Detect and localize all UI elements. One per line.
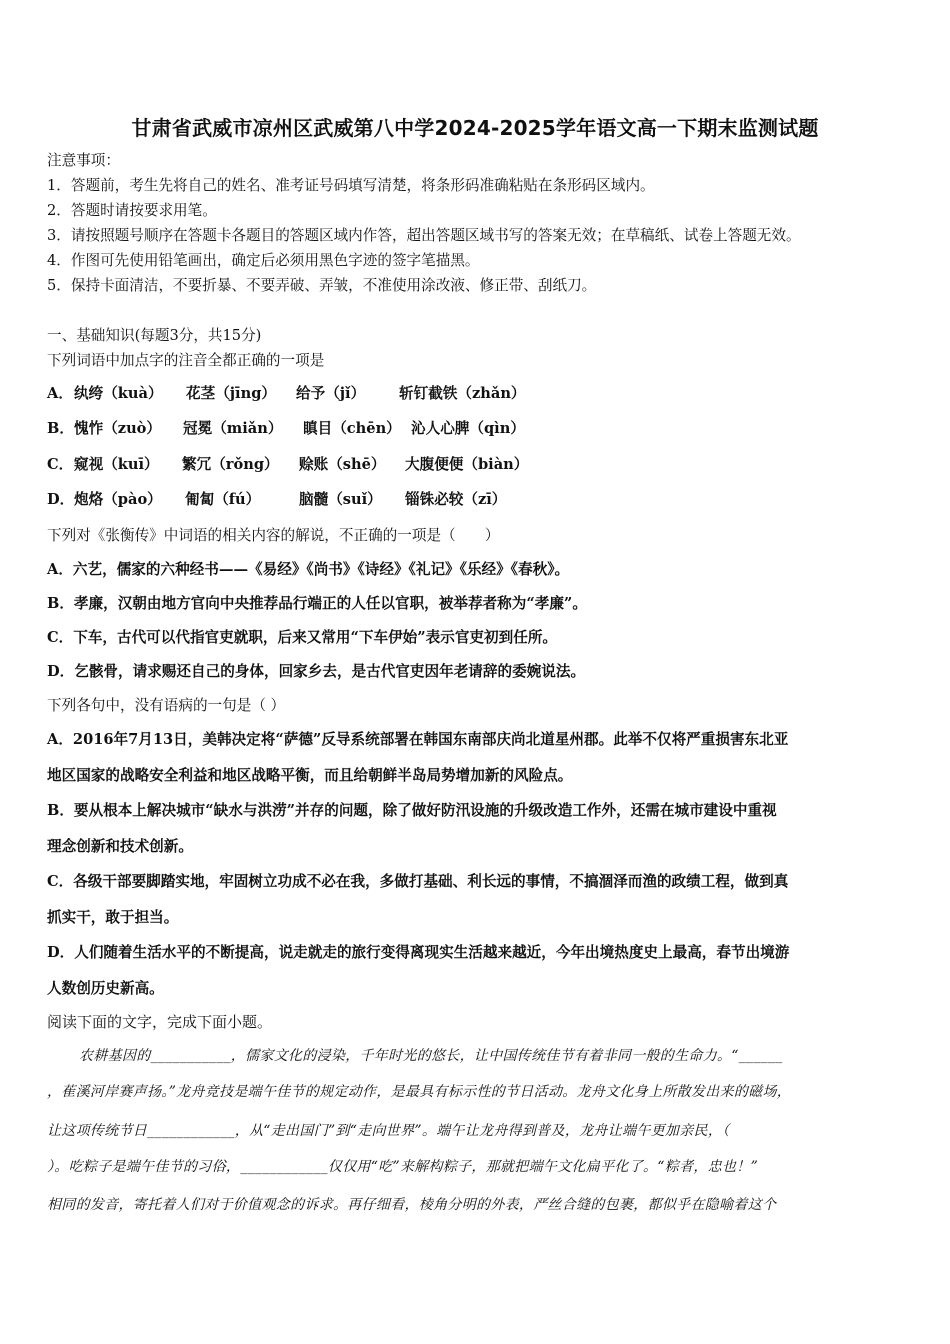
option-word: 给予（jǐ） <box>296 385 366 402</box>
question-3-option-line: 抓实干，敢于担当。 <box>47 909 179 926</box>
question-3-option-line: A．2016年7月13日，美韩决定将“萨德”反导系统部署在韩国东南部庆尚北道星州郡。此举不仅将严重损害东北亚 <box>47 731 789 748</box>
option-word: 繁冗（rǒng） <box>182 456 279 473</box>
question-3-option-line: C．各级干部要脚踏实地，牢固树立功成不必在我，多做打基础、利长远的事情，不搞涸泽而渔的政绩工程，做到真 <box>47 873 789 890</box>
notice-item: 4．作图可先使用铅笔画出，确定后必须用黑色字迹的签字笔描黑。 <box>47 252 480 269</box>
notice-item: 2．答题时请按要求用笔。 <box>47 202 217 219</box>
question-3-option-line: 地区国家的战略安全利益和地区战略平衡，而且给朝鲜半岛局势增加新的风险点。 <box>47 767 573 784</box>
option-word: 脑髓（suǐ） <box>299 491 382 508</box>
notice-heading: 注意事项： <box>47 152 120 169</box>
page-title: 甘肃省武威市凉州区武威第八中学2024-2025学年语文高一下期末监测试题 <box>131 116 819 140</box>
question-2-option: C．下车，古代可以代指官吏就职，后来又常用“下车伊始”表示官吏初到任所。 <box>47 629 558 646</box>
notice-item: 1．答题前，考生先将自己的姓名、准考证号码填写清楚，将条形码准确粘贴在条形码区域内。 <box>47 177 655 194</box>
option-word: 匍匐（fú） <box>185 491 261 508</box>
reading-passage-line: ）。吃粽子是端午佳节的习俗，____________仅仅用“吃”来解构粽子，那就把端午文化扁平化了。“粽者，忠也！” <box>47 1159 759 1175</box>
reading-intro: 阅读下面的文字，完成下面小题。 <box>47 1015 273 1031</box>
option-label: A． <box>47 385 73 402</box>
option-word: 赊账（shē） <box>299 456 386 473</box>
option-label: B． <box>47 420 74 437</box>
question-3-stem: 下列各句中，没有语病的一句是（ ） <box>47 697 286 714</box>
option-word: 大腹便便（biàn） <box>405 456 529 473</box>
section-heading: 一、基础知识(每题3分，共15分) <box>47 327 262 344</box>
option-label: D． <box>47 491 75 508</box>
notice-item: 3．请按照题号顺序在答题卡各题目的答题区域内作答，超出答题区域书写的答案无效；在草稿纸、试卷上答题无效。 <box>47 227 801 244</box>
question-3-option-line: 理念创新和技术创新。 <box>47 838 193 855</box>
option-word: 沁人心脾（qìn） <box>411 420 525 437</box>
option-word: 斩钉截铁（zhǎn） <box>399 385 526 402</box>
reading-passage-line: 农耕基因的___________，儒家文化的浸染，千年时光的悠长，让中国传统佳节有着非同一般的生命力。“______ <box>79 1048 783 1064</box>
question-2-option: D．乞骸骨，请求赐还自己的身体，回家乡去，是古代官吏因年老请辞的委婉说法。 <box>47 663 586 680</box>
option-word: 瞋目（chēn） <box>303 420 401 437</box>
question-2-stem: 下列对《张衡传》中词语的相关内容的解说，不正确的一项是（ ） <box>47 527 500 544</box>
option-word: 锱铢必较（zī） <box>405 491 507 508</box>
question-3-option-line: D．人们随着生活水平的不断提高，说走就走的旅行变得离现实生活越来越近，今年出境热度史上最高，春节出境游 <box>47 944 790 961</box>
question-1-stem: 下列词语中加点字的注音全都正确的一项是 <box>47 352 325 369</box>
option-label: C． <box>47 456 74 473</box>
option-word: 纨绔（kuà） <box>74 385 163 402</box>
reading-passage-line: 让这项传统节日____________，从“走出国门”到“走向世界”。端午让龙舟得到普及，龙舟让端午更加亲民，（ <box>47 1123 730 1139</box>
option-word: 炮烙（pào） <box>74 491 162 508</box>
reading-passage-line: 相同的发音，寄托着人们对于价值观念的诉求。再仔细看，棱角分明的外表，严丝合缝的包裹，都似乎在隐喻着这个 <box>47 1197 777 1213</box>
question-2-option: A．六艺，儒家的六种经书——《易经》《尚书》《诗经》《礼记》《乐经》《春秋》。 <box>47 561 570 578</box>
question-3-option-line: B．要从根本上解决城市“缺水与洪涝”并存的问题，除了做好防汛设施的升级改造工作外，还需在城市建设中重视 <box>47 802 777 819</box>
question-2-option: B．孝廉，汉朝由地方官向中央推荐品行端正的人任以官职，被举荐者称为“孝廉”。 <box>47 595 587 612</box>
question-3-option-line: 人数创历史新高。 <box>47 980 164 997</box>
option-word: 花茎（jīng） <box>186 385 277 402</box>
notice-item: 5．保持卡面清洁，不要折暴、不要弄破、弄皱，不准使用涂改液、修正带、刮纸刀。 <box>47 277 597 294</box>
reading-passage-line: ，萑溪河岸赛声扬。”龙舟竞技是端午佳节的规定动作，是最具有标示性的节日活动。龙舟文化身上所散发出来的磁场， <box>47 1084 792 1100</box>
option-word: 窥视（kuī） <box>74 456 159 473</box>
option-word: 愧怍（zuò） <box>74 420 162 437</box>
option-word: 冠冕（miǎn） <box>183 420 283 437</box>
